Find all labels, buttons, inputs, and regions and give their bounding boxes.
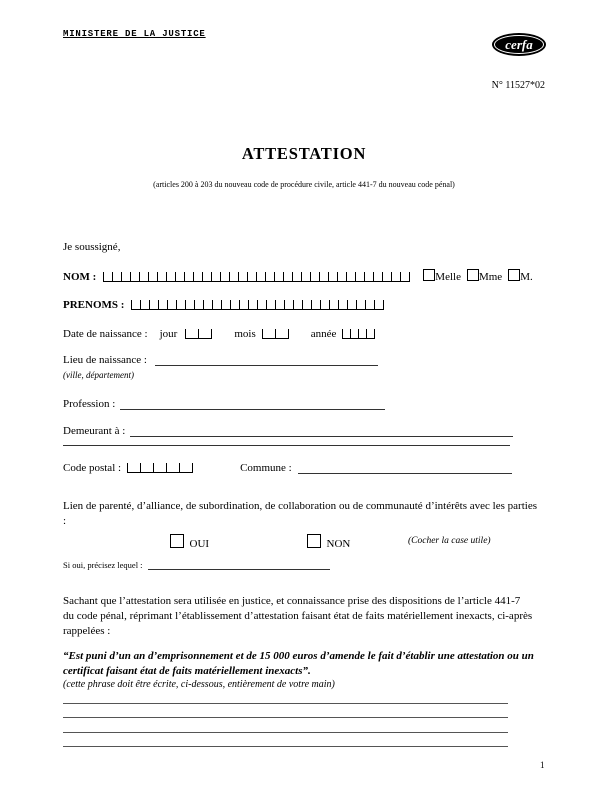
civility-checkbox-mme[interactable] — [467, 269, 502, 283]
melle-label: Melle — [435, 271, 461, 283]
dob-month-comb-field[interactable] — [262, 329, 289, 339]
mme-checkbox[interactable] — [467, 269, 479, 281]
comb-cell[interactable] — [247, 272, 256, 282]
comb-cell[interactable] — [121, 272, 130, 282]
comb-cell[interactable] — [193, 272, 202, 282]
comb-cell[interactable] — [112, 272, 121, 282]
handwrite-note: (cette phrase doit être écrite, ci-dessous, entièrement de votre main) — [63, 679, 335, 690]
dob-year-comb-field[interactable] — [342, 329, 375, 339]
dob-label: Date de naissance : — [63, 328, 148, 340]
comb-cell[interactable] — [148, 272, 157, 282]
comb-cell[interactable] — [301, 272, 310, 282]
comb-cell[interactable] — [374, 300, 383, 310]
comb-cell[interactable] — [158, 300, 167, 310]
comb-cell[interactable] — [391, 272, 400, 282]
form-number: N° 11527*02 — [491, 80, 545, 91]
comb-cell[interactable] — [302, 300, 311, 310]
m-checkbox[interactable] — [508, 269, 520, 281]
comb-cell[interactable] — [166, 272, 175, 282]
comb-cell[interactable] — [194, 300, 203, 310]
comb-cell[interactable] — [256, 272, 265, 282]
comb-cell[interactable] — [266, 300, 275, 310]
address-input-line-2[interactable] — [63, 432, 510, 446]
comb-cell[interactable] — [311, 300, 320, 310]
comb-cell[interactable] — [262, 329, 275, 339]
handwriting-line[interactable] — [63, 718, 508, 733]
comb-cell[interactable] — [346, 272, 355, 282]
relation-ifyes-label: Si oui, précisez lequel : — [63, 560, 143, 570]
comb-cell[interactable] — [257, 300, 266, 310]
comb-cell[interactable] — [175, 272, 184, 282]
commune-input-line[interactable] — [298, 473, 512, 474]
cerfa-logo-text: cerfa — [505, 36, 533, 52]
comb-cell[interactable] — [400, 272, 409, 282]
m-label: M. — [520, 271, 533, 283]
comb-cell[interactable] — [131, 300, 140, 310]
birthplace-input-line[interactable] — [155, 365, 378, 366]
comb-cell[interactable] — [239, 300, 248, 310]
comb-cell[interactable] — [319, 272, 328, 282]
comb-cell[interactable] — [153, 463, 166, 473]
mme-label: Mme — [478, 271, 503, 283]
prenoms-comb-field[interactable] — [131, 300, 384, 310]
comb-cell[interactable] — [274, 272, 283, 282]
legal-paragraph: Sachant que l’attestation sera utilisée en justice, et connaissance prise des dispositions de l’article 441-7 du code pénal, réprimant l’établissement d’attestation faisant état de faits matériellement inexacts, ci-après rappelées : — [63, 595, 533, 637]
comb-cell[interactable] — [364, 272, 373, 282]
civility-checkbox-melle[interactable] — [423, 269, 461, 283]
comb-cell[interactable] — [140, 300, 149, 310]
commune-label: Commune : — [240, 462, 292, 474]
address-label: Demeurant à : — [63, 425, 126, 437]
comb-cell[interactable] — [275, 300, 284, 310]
page-number: 1 — [540, 760, 545, 770]
comb-cell[interactable] — [229, 272, 238, 282]
nom-label: NOM : — [63, 271, 97, 283]
comb-cell[interactable] — [220, 272, 229, 282]
comb-cell[interactable] — [283, 272, 292, 282]
comb-cell[interactable] — [248, 300, 257, 310]
dob-day-label: jour — [159, 328, 178, 340]
comb-cell[interactable] — [176, 300, 185, 310]
nom-comb-field[interactable] — [103, 272, 410, 282]
non-checkbox[interactable] — [307, 534, 321, 548]
ministry-title: MINISTERE DE LA JUSTICE — [63, 29, 206, 39]
comb-cell[interactable] — [140, 463, 153, 473]
relation-hint: (Cocher la case utile) — [408, 536, 491, 546]
comb-cell[interactable] — [382, 272, 391, 282]
comb-cell[interactable] — [328, 272, 337, 282]
comb-cell[interactable] — [139, 272, 148, 282]
dob-year-label: année — [310, 328, 337, 340]
profession-input-line[interactable] — [120, 409, 385, 410]
comb-cell[interactable] — [320, 300, 329, 310]
comb-cell[interactable] — [203, 300, 212, 310]
comb-cell[interactable] — [230, 300, 239, 310]
relation-question: Lien de parenté, d’alliance, de subordination, de collaboration ou de communauté d’intérêts avec les parties : — [63, 500, 537, 527]
comb-cell[interactable] — [221, 300, 230, 310]
comb-cell[interactable] — [167, 300, 176, 310]
civility-checkbox-m[interactable] — [508, 269, 533, 283]
comb-cell[interactable] — [166, 463, 179, 473]
handwriting-lines[interactable] — [63, 689, 508, 747]
comb-cell[interactable] — [238, 272, 247, 282]
comb-cell[interactable] — [355, 272, 364, 282]
comb-cell[interactable] — [350, 329, 358, 339]
comb-cell[interactable] — [356, 300, 365, 310]
comb-cell[interactable] — [130, 272, 139, 282]
relation-yes-option[interactable] — [170, 534, 209, 550]
comb-cell[interactable] — [212, 300, 221, 310]
birthplace-label: Lieu de naissance : — [63, 354, 147, 366]
comb-cell[interactable] — [342, 329, 350, 339]
oui-label: OUI — [189, 538, 210, 550]
comb-cell[interactable] — [211, 272, 220, 282]
comb-cell[interactable] — [365, 300, 374, 310]
profession-label: Profession : — [63, 398, 116, 410]
comb-cell[interactable] — [293, 300, 302, 310]
form-title: ATTESTATION — [241, 144, 367, 163]
comb-cell[interactable] — [185, 300, 194, 310]
comb-cell[interactable] — [202, 272, 211, 282]
prenoms-label: PRENOMS : — [63, 299, 125, 311]
postal-label: Code postal : — [63, 462, 122, 474]
melle-checkbox[interactable] — [423, 269, 435, 281]
cerfa-logo — [492, 33, 546, 56]
comb-cell[interactable] — [347, 300, 356, 310]
comb-cell[interactable] — [265, 272, 274, 282]
comb-cell[interactable] — [373, 272, 382, 282]
dob-day-comb-field[interactable] — [185, 329, 212, 339]
comb-cell[interactable] — [275, 329, 288, 339]
comb-cell[interactable] — [103, 272, 112, 282]
comb-cell[interactable] — [127, 463, 140, 473]
oui-checkbox[interactable] — [170, 534, 184, 548]
non-label: NON — [326, 538, 351, 550]
legal-quote: “Est puni d’un an d’emprisonnement et de 15 000 euros d’amende le fait d’établir une attestation ou un certificat faisant état de faits matériellement inexacts”. — [63, 650, 534, 677]
comb-cell[interactable] — [337, 272, 346, 282]
comb-cell[interactable] — [284, 300, 293, 310]
postal-comb-field[interactable] — [127, 463, 193, 473]
dob-month-label: mois — [234, 328, 256, 340]
handwriting-line[interactable] — [63, 733, 508, 748]
comb-cell[interactable] — [157, 272, 166, 282]
relation-no-option[interactable] — [307, 534, 350, 550]
comb-cell[interactable] — [292, 272, 301, 282]
form-subtitle: (articles 200 à 203 du nouveau code de procédure civile, article 441-7 du nouveau code pénal) — [153, 180, 455, 189]
relation-detail-input-line[interactable] — [148, 569, 330, 570]
handwriting-line[interactable] — [63, 689, 508, 704]
comb-cell[interactable] — [185, 329, 198, 339]
comb-cell[interactable] — [198, 329, 211, 339]
comb-cell[interactable] — [366, 329, 374, 339]
handwriting-line[interactable] — [63, 704, 508, 719]
birthplace-hint: (ville, département) — [63, 370, 134, 380]
comb-cell[interactable] — [329, 300, 338, 310]
intro-text: Je soussigné, — [63, 241, 121, 253]
comb-cell[interactable] — [310, 272, 319, 282]
comb-cell[interactable] — [184, 272, 193, 282]
comb-cell[interactable] — [358, 329, 366, 339]
comb-cell[interactable] — [179, 463, 192, 473]
comb-cell[interactable] — [149, 300, 158, 310]
comb-cell[interactable] — [338, 300, 347, 310]
